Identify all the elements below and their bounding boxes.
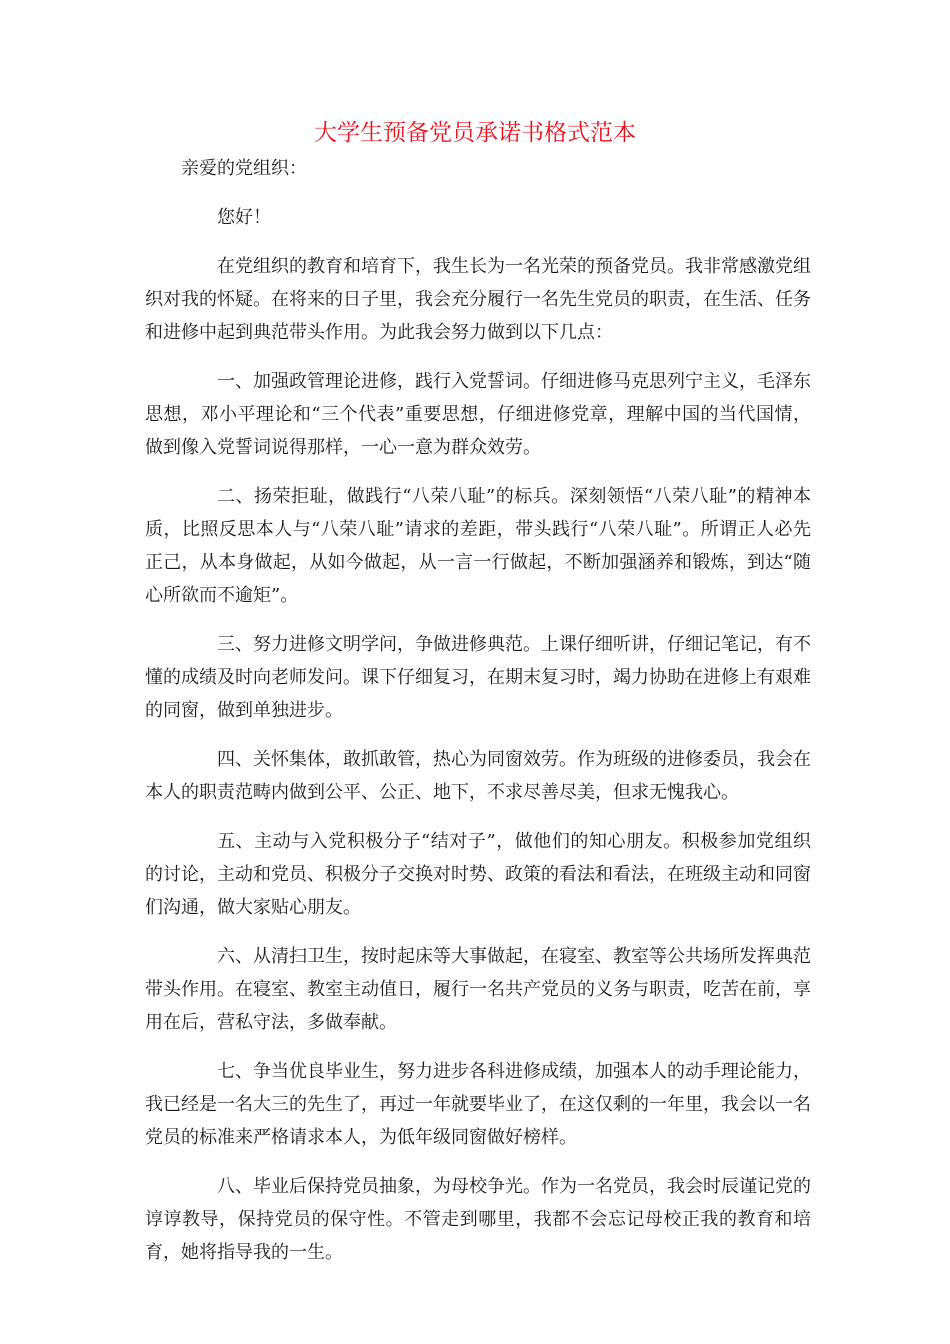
paragraph-point-6: 六、从清扫卫生，按时起床等大事做起，在寝室、教室等公共场所发挥典范带头作用。在寝室、教室主动值日，履行一名共产党员的义务与职责，吃苦在前，享用在后，营私守法，多做奉献。 [145,946,811,1033]
document-body [145,152,811,1269]
paragraph-point-8: 八、毕业后保持党员抽象，为母校争光。作为一名党员，我会时辰谨记党的谆谆教导，保持党员的保守性。不管走到哪里，我都不会忘记母校正我的教育和培育，她将指导我的一生。 [145,1176,811,1263]
paragraph-point-7: 七、争当优良毕业生，努力进步各科进修成绩，加强本人的动手理论能力，我已经是一名大三的先生了，再过一年就要毕业了，在这仅剩的一年里，我会以一名党员的标准来严格请求本人，为低年级同窗做好榜样。 [145,1061,811,1148]
document-title: 大学生预备党员承诺书格式范本 [314,120,636,146]
paragraph-point-4: 四、关怀集体，敢抓敢管，热心为同窗效劳。作为班级的进修委员，我会在本人的职责范畴内做到公平、公正、地下，不求尽善尽美，但求无愧我心。 [145,749,811,803]
paragraph-point-3: 三、努力进修文明学问，争做进修典范。上课仔细听讲，仔细记笔记，有不懂的成绩及时向老师发问。课下仔细复习，在期末复习时，竭力协助在进修上有艰难的同窗，做到单独进步。 [145,634,811,721]
paragraph-intro: 在党组织的教育和培育下，我生长为一名光荣的预备党员。我非常感激党组织对我的怀疑。在将来的日子里，我会充分履行一名先生党员的职责，在生活、任务和进修中起到典范带头作用。为此我会努力做到以下几点： [145,256,811,343]
greeting: 您好！ [217,207,271,228]
salutation: 亲爱的党组织： [181,158,307,179]
paragraph-point-5: 五、主动与入党积极分子“结对子”，做他们的知心朋友。积极参加党组织的讨论，主动和党员、积极分子交换对时势、政策的看法和看法，在班级主动和同窗们沟通，做大家贴心朋友。 [145,831,811,918]
paragraph-point-2: 二、扬荣拒耻，做践行“八荣八耻”的标兵。深刻领悟“八荣八耻”的精神本质，比照反思本人与“八荣八耻”请求的差距，带头践行“八荣八耻”。所谓正人必先正己，从本身做起，从如今做起，从一言一行做起，不断加强涵养和锻炼，到达“随心所欲而不逾矩”。 [145,486,811,606]
paragraph-point-1: 一、加强政管理论进修，践行入党誓词。仔细进修马克思列宁主义，毛泽东思想，邓小平理论和“三个代表”重要思想，仔细进修党章，理解中国的当代国情，做到像入党誓词说得那样，一心一意为群众效劳。 [145,371,811,458]
